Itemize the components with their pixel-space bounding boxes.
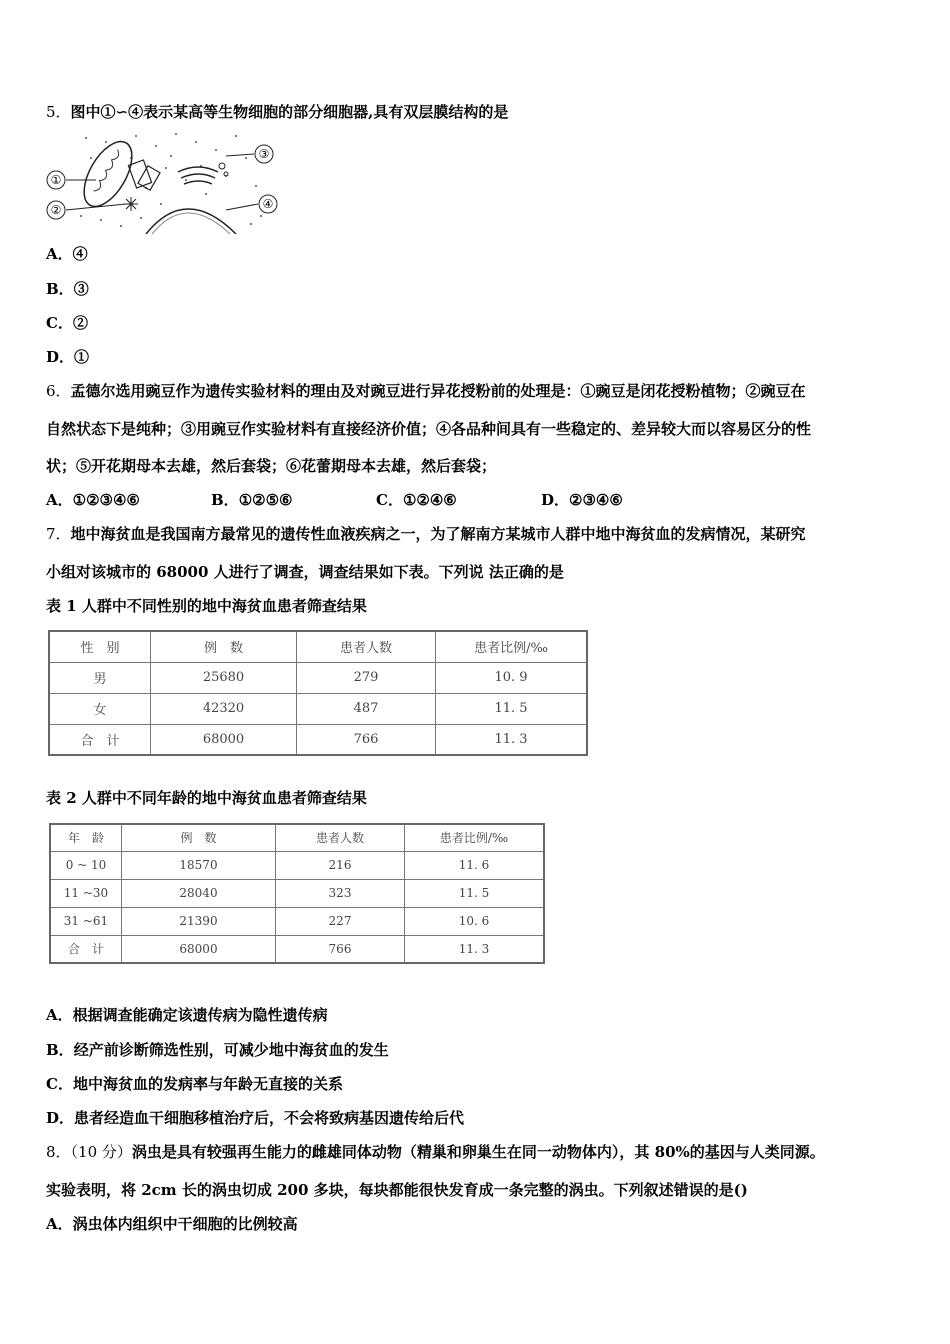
table2 xyxy=(49,823,545,964)
q8-score: （10 分） xyxy=(70,1143,132,1161)
q5-option-b[interactable]: B．③ xyxy=(46,280,89,298)
q7-option-b[interactable]: B．经产前诊断筛选性别，可减少地中海贫血的发生 xyxy=(46,1041,389,1059)
q6-options xyxy=(46,490,623,510)
table-row: 31 ~61 21390 227 10. 6 xyxy=(50,907,544,935)
q5-number: 5． xyxy=(46,103,71,121)
q7-option-c[interactable]: C．地中海贫血的发病率与年龄无直接的关系 xyxy=(46,1075,343,1093)
q8-option-a[interactable]: A．涡虫体内组织中干细胞的比例较高 xyxy=(46,1215,298,1233)
q7-stem-line-1: 7．地中海贫血是我国南方最常见的遗传性血液疾病之一，为了解南方某城市人群中地中海贫血的发病情况，某研究 xyxy=(46,525,806,543)
table1-header-row: 性 别 例 数 患者人数 患者比例/‰ xyxy=(49,631,587,662)
q5-option-d[interactable]: D．① xyxy=(46,348,90,366)
q6-option-b[interactable]: B．①②⑤⑥ xyxy=(211,491,293,509)
q6-option-a[interactable]: A．①②③④⑥ xyxy=(46,491,140,509)
q6-stem-line-2: 自然状态下是纯种；③用豌豆作实验材料有直接经济价值；④各品种间具有一些稳定的、差异较大而以容易区分的性 xyxy=(46,420,812,438)
q8-number: 8． xyxy=(46,1143,71,1161)
q7-option-a[interactable]: A．根据调查能确定该遗传病为隐性遗传病 xyxy=(46,1006,328,1024)
table-row: 0 ~ 10 18570 216 11. 6 xyxy=(50,851,544,879)
table2-caption: 表 2 人群中不同年龄的地中海贫血患者筛查结果 xyxy=(46,789,367,807)
table1-caption: 表 1 人群中不同性别的地中海贫血患者筛查结果 xyxy=(46,597,367,615)
fig-label-2: ② xyxy=(50,203,62,217)
q6-option-c[interactable]: C．①②④⑥ xyxy=(376,491,457,509)
table-row: 男 25680 279 10. 9 xyxy=(49,662,587,693)
q5-option-a[interactable]: A．④ xyxy=(46,245,88,263)
q6-stem-line-3: 状；⑤开花期母本去雄，然后套袋；⑥花蕾期母本去雄，然后套袋； xyxy=(46,457,497,475)
cell-organelle-drawing xyxy=(46,128,286,234)
q5-stem xyxy=(46,102,508,122)
table-row: 合 计 68000 766 11. 3 xyxy=(50,935,544,963)
q5-option-c[interactable]: C．② xyxy=(46,314,88,332)
q8-stem-line-1: 8．（10 分）涡虫是具有较强再生能力的雌雄同体动物（精巢和卵巢生在同一动物体内），其 80%的基因与人类同源。 xyxy=(46,1143,825,1161)
q6-number: 6． xyxy=(46,382,71,400)
fig-label-4: ④ xyxy=(262,197,274,211)
table-row: 11 ~30 28040 323 11. 5 xyxy=(50,879,544,907)
q7-stem-line-2: 小组对该城市的 68000 人进行了调查，调查结果如下表。下列说 法正确的是 xyxy=(46,563,564,581)
q7-number: 7． xyxy=(46,525,71,543)
table-row: 女 42320 487 11. 5 xyxy=(49,693,587,724)
table1 xyxy=(48,630,588,756)
q6-stem-line-1: 6．孟德尔选用豌豆作为遗传实验材料的理由及对豌豆进行异花授粉前的处理是：①豌豆是闭花授粉植物；②豌豆在 xyxy=(46,382,806,400)
q7-option-d[interactable]: D．患者经造血干细胞移植治疗后，不会将致病基因遗传给后代 xyxy=(46,1109,465,1127)
q6-option-d[interactable]: D．②③④⑥ xyxy=(541,491,623,509)
cell-organelle-figure xyxy=(46,128,286,238)
fig-label-1: ① xyxy=(50,173,62,187)
table2-header-row: 年 龄 例 数 患者人数 患者比例/‰ xyxy=(50,824,544,851)
q8-stem-line-2: 实验表明，将 2cm 长的涡虫切成 200 多块，每块都能很快发育成一条完整的涡虫。下列叙述错误的是() xyxy=(46,1181,748,1199)
q5-stem-text: 图中①∽④表示某高等生物细胞的部分细胞器,具有双层膜结构的是 xyxy=(70,103,509,121)
fig-label-3: ③ xyxy=(258,147,270,161)
table-row: 合 计 68000 766 11. 3 xyxy=(49,724,587,755)
